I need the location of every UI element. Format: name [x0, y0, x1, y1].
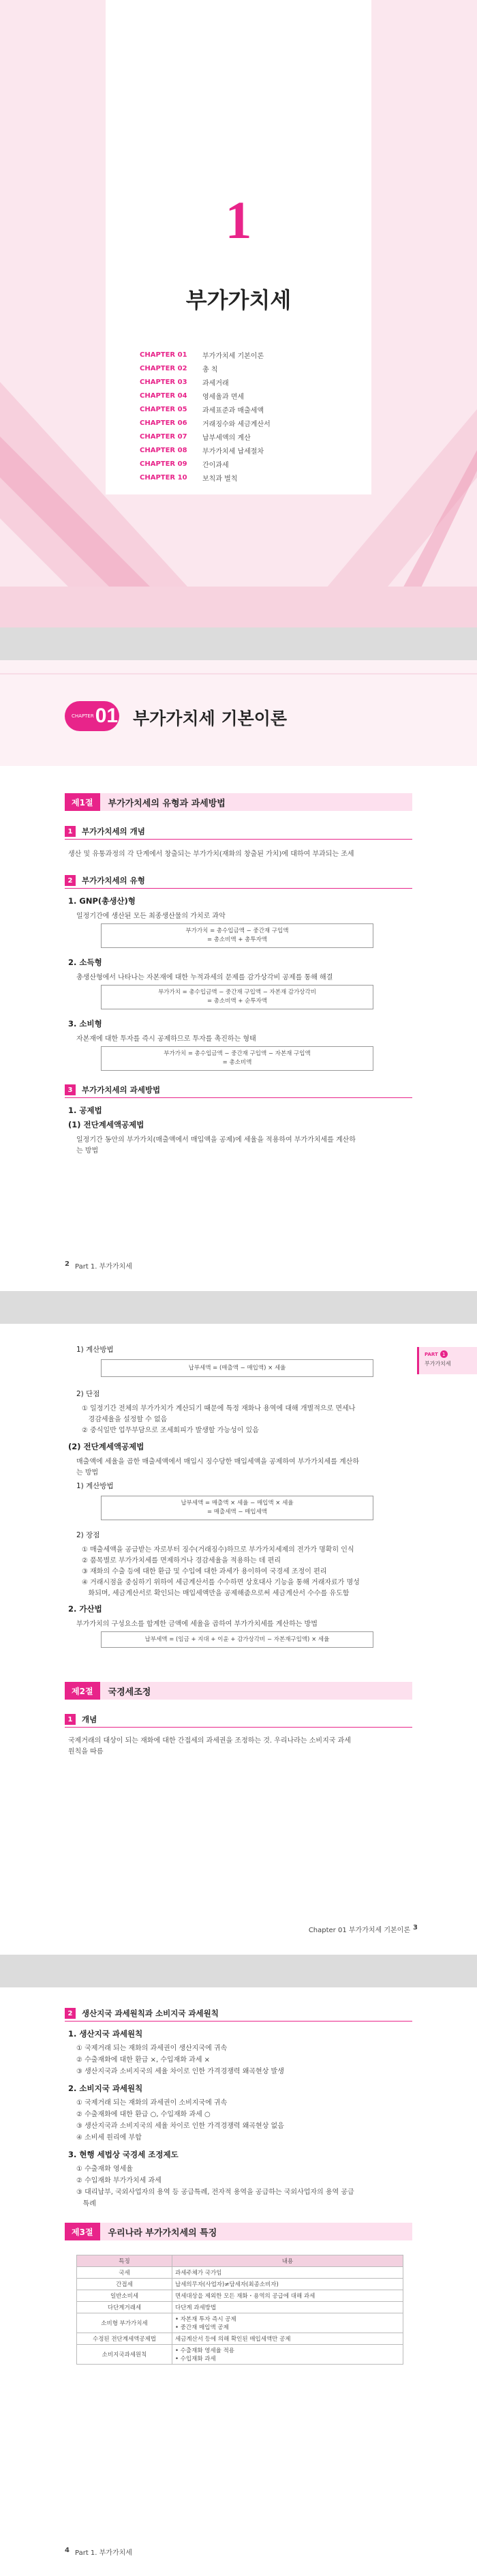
type-3-title: 3. 소비형 — [68, 1019, 102, 1028]
chapter-list-name: 보칙과 벌칙 — [202, 475, 238, 483]
table-row — [77, 2333, 403, 2345]
chapter-title: 부가가치세 기본이론 — [133, 709, 288, 728]
list-item: 화되며, 세금계산서로 확인되는 매입세액만을 공제해줌으로써 세금계산서 수수를 유도함 — [82, 1590, 350, 1597]
page-2-number: 2 — [65, 1260, 70, 1268]
section-2-num: 제2절 — [65, 1682, 100, 1700]
chapter-list-item — [140, 402, 344, 416]
list-item: ① 국제거래 되는 재화의 과세권이 소비지국에 귀속 — [76, 2099, 228, 2107]
list-item: ① 매출세액을 공급받는 자로부터 징수(거래징수)하므로 부가가치세제의 전가가 명확히 인식 — [82, 1546, 354, 1554]
type-2-box — [101, 985, 373, 1009]
page-3-number: 3 — [413, 1924, 418, 1931]
page-3 — [0, 1324, 477, 1955]
table-row — [77, 2313, 403, 2333]
principle-1-lines — [76, 2042, 284, 2077]
table-row — [77, 2290, 403, 2302]
chapter-list-item — [140, 416, 344, 430]
method-4-box-text: 납부세액 = (임금 + 지대 + 이윤 + 감가상각비 − 자본재구입액) × 세율 — [144, 1635, 330, 1643]
type-1-box — [101, 923, 373, 948]
chapter-list-label: CHAPTER 02 — [140, 364, 187, 372]
table-cell-feature: 간접세 — [77, 2279, 172, 2290]
side-tab-num: 1 — [440, 1350, 448, 1358]
heading-2-num: 2 — [65, 875, 76, 886]
table-cell-content: 과세주체가 국가임 — [172, 2267, 403, 2279]
chapter-list — [140, 348, 344, 484]
side-tab — [417, 1347, 477, 1374]
chapter-tag: CHAPTER — [72, 713, 94, 719]
list-item: ② 품목별로 부가가치세를 면제하거나 경감세율을 적용하는 데 편리 — [82, 1557, 281, 1565]
table-cell-content: • 수출재화 영세율 적용 • 수입재화 과세 — [172, 2345, 403, 2365]
section-1-num: 제1절 — [65, 793, 100, 811]
type-3-box — [101, 1046, 373, 1071]
page-4-footer: Part 1. 부가가치세 — [75, 2549, 132, 2557]
principle-3-title: 3. 현행 세법상 국경세 조정제도 — [68, 2150, 179, 2159]
section-1-header — [65, 793, 412, 811]
table-row — [77, 2302, 403, 2313]
calc-2-box-line-1: 납부세액 = 매출액 × 세율 − 매입액 × 세율 — [181, 1500, 294, 1507]
method-3-text-1: 매출액에 세율을 곱한 매출세액에서 매입시 징수당한 매입세액을 공제하여 부가가치세를 계산하 — [76, 1458, 360, 1466]
page-gap — [0, 627, 477, 660]
heading-5-num: 2 — [65, 2008, 76, 2019]
chapter-list-name: 부가가치세 기본이론 — [202, 352, 264, 360]
heading-2-title: 부가가치세의 유형 — [82, 876, 145, 885]
type-1-box-line-2: = 총소비액 + 총투자액 — [206, 936, 268, 943]
calc-1-box-text: 납부세액 = (매출액 − 매입액) × 세율 — [188, 1364, 286, 1372]
table-cell-feature: 국세 — [77, 2267, 172, 2279]
method-3-text-2: 는 방법 — [76, 1469, 99, 1477]
heading-1-rule — [65, 839, 412, 840]
chapter-list-name: 총 칙 — [202, 366, 218, 374]
heading-4-text-1: 국제거래의 대상이 되는 재화에 대한 간접세의 과세권을 조정하는 것. 우리나라는 소비지국 과세 — [68, 1737, 351, 1745]
chapter-list-label: CHAPTER 10 — [140, 473, 187, 482]
pros-lines — [82, 1543, 360, 1598]
section-1-title: 부가가치세의 유형과 과세방법 — [100, 793, 412, 811]
list-item: ② 수출재화에 대한 환급 ×, 수입재화 과세 × — [76, 2056, 211, 2064]
heading-4-num: 1 — [65, 1714, 76, 1725]
table-cell-content: 납세의무자(사업자)≠담세자(최종소비자) — [172, 2279, 403, 2290]
type-2-text: 총생산형에서 나타나는 자본재에 대한 누적과세의 문제를 감가상각비 공제를 통해 해결 — [76, 974, 333, 981]
chapter-num: 01 — [95, 705, 119, 727]
table-cell-content: 세금계산서 등에 의해 확인된 매입세액만 공제 — [172, 2333, 403, 2345]
list-item: ④ 거래시점을 중심하기 위하여 세금계산서를 수수하면 상호대사 기능을 통해 거래자료가 명성 — [82, 1579, 360, 1586]
heading-4-title: 개념 — [82, 1715, 97, 1724]
chapter-list-name: 부가가치세 납세절차 — [202, 447, 264, 456]
table-cell-feature: 다단계거래세 — [77, 2302, 172, 2313]
cover-page — [0, 0, 477, 627]
section-2-header — [65, 1682, 412, 1700]
page-2 — [0, 660, 477, 1291]
cover-number: 1 — [225, 190, 252, 250]
chapter-list-item — [140, 375, 344, 389]
side-tab-text: 부가가치세 — [425, 1361, 451, 1367]
list-item: 특례 — [76, 2200, 96, 2208]
chapter-list-label: CHAPTER 06 — [140, 419, 187, 427]
cover-title: 부가가치세 — [185, 287, 292, 313]
page-gap — [0, 1955, 477, 1987]
table-cell-feature: 수정된 전단계세액공제법 — [77, 2333, 172, 2345]
chapter-badge — [65, 701, 119, 731]
type-1-title: 1. GNP(총생산)형 — [68, 896, 136, 906]
type-2-box-line-2: = 총소비액 + 순투자액 — [206, 998, 268, 1005]
chapter-list-name: 거래징수와 세금계산서 — [202, 420, 271, 428]
method-4-title: 2. 가산법 — [68, 1604, 102, 1614]
page-4-number: 4 — [65, 2547, 70, 2554]
list-item: ② 수출재화에 대한 환급 ○, 수입재화 과세 ○ — [76, 2111, 211, 2118]
heading-1-text: 생산 및 유통과정의 각 단계에서 창출되는 부가가치(재화의 창출된 가치)에 대하여 부과되는 조세 — [68, 850, 354, 858]
calc-1-box — [101, 1359, 373, 1377]
list-item: ② 중식일반 업무부담으로 조세회피가 발생할 가능성이 있음 — [82, 1427, 259, 1434]
method-2-text-2: 는 방법 — [76, 1147, 99, 1155]
type-1-box-line-1: 부가가치 = 총수입금액 − 중간재 구입액 — [185, 928, 289, 934]
calc-2-box-line-2: = 매출세액 − 매입세액 — [206, 1509, 268, 1515]
chapter-list-label: CHAPTER 04 — [140, 391, 187, 400]
method-3-title: (2) 전단계세액공제법 — [68, 1442, 144, 1451]
list-item: ③ 생산지국과 소비지국의 세율 차이로 인한 가격경쟁력 왜곡현상 발생 — [76, 2068, 284, 2075]
calc-1-title: 1) 계산방법 — [76, 1346, 114, 1354]
page-gap — [0, 1291, 477, 1324]
features-table — [76, 2255, 403, 2365]
cons-title: 2) 단점 — [76, 1390, 100, 1398]
heading-1-title: 부가가치세의 개념 — [82, 827, 145, 836]
list-item: ③ 재화의 수출 등에 대한 환급 및 수입에 대한 과세가 용이하여 국경세 조정이 편리 — [82, 1568, 327, 1575]
chapter-list-name: 간이과세 — [202, 461, 229, 469]
table-row — [77, 2267, 403, 2279]
heading-3-num: 3 — [65, 1084, 76, 1095]
chapter-list-label: CHAPTER 05 — [140, 405, 187, 413]
chapter-list-name: 납부세액의 계산 — [202, 434, 251, 442]
heading-4-rule — [65, 1727, 412, 1728]
heading-1-num: 1 — [65, 826, 76, 837]
heading-5-title: 생산지국 과세원칙과 소비지국 과세원칙 — [82, 2009, 219, 2018]
list-item: ③ 대리납부, 국외사업자의 용역 등 공급특례, 전자적 용역을 공급하는 국외사업자의 용역 공급 — [76, 2189, 354, 2196]
table-cell-feature: 소비지국과세원칙 — [77, 2345, 172, 2365]
type-1-text: 일정기간에 생산된 모든 최종생산물의 가치로 과악 — [76, 913, 226, 920]
chapter-list-name: 과세거래 — [202, 379, 229, 387]
chapter-list-item — [140, 348, 344, 361]
chapter-list-name: 과세표준과 매출세액 — [202, 406, 264, 415]
table-header-content: 내용 — [172, 2255, 403, 2267]
chapter-list-name: 영세율과 면세 — [202, 393, 245, 401]
list-item: ④ 소비세 원리에 부합 — [76, 2134, 142, 2142]
table-cell-content: 다단계 과세방법 — [172, 2302, 403, 2313]
chapter-list-item — [140, 361, 344, 375]
heading-2-rule — [65, 888, 412, 889]
method-1-title: 1. 공제법 — [68, 1106, 102, 1115]
section-3-num: 제3절 — [65, 2223, 100, 2240]
principle-2-title: 2. 소비지국 과세원칙 — [68, 2084, 143, 2093]
table-row — [77, 2345, 403, 2365]
calc-2-title: 1) 계산방법 — [76, 1482, 114, 1490]
principle-3-lines — [76, 2163, 354, 2209]
method-2-title: (1) 전단계세액공제법 — [68, 1120, 144, 1129]
list-item: ③ 생산지국과 소비지국의 세율 차이로 인한 가격경쟁력 왜곡현상 없음 — [76, 2122, 284, 2130]
table-cell-feature: 소비형 부가가치세 — [77, 2313, 172, 2333]
list-item: ① 일정기간 전체의 부가가치가 계산되기 때문에 특정 재화나 용역에 대해 개별적으로 면세나 — [82, 1405, 356, 1412]
list-item: ① 수출재화 영세율 — [76, 2165, 133, 2173]
chapter-list-label: CHAPTER 03 — [140, 378, 187, 386]
type-2-box-line-1: 부가가치 = 총수입금액 − 중간재 구입액 − 자본재 감가상각비 — [158, 989, 316, 996]
page-2-footer: Part 1. 부가가치세 — [75, 1263, 132, 1271]
type-3-text: 자본재에 대한 투자를 즉시 공제하므로 투자를 촉진하는 형태 — [76, 1035, 256, 1043]
pros-title: 2) 장점 — [76, 1531, 100, 1539]
side-tab-part: PART — [425, 1351, 438, 1357]
chapter-list-item — [140, 389, 344, 402]
section-2-title: 국경세조정 — [100, 1682, 412, 1700]
heading-4-text-2: 원칙을 따름 — [68, 1748, 104, 1756]
chapter-list-item — [140, 443, 344, 457]
method-4-text: 부가가치의 구성요소를 합계한 금액에 세율을 곱하여 부가가치세를 계산하는 방법 — [76, 1620, 318, 1628]
chapter-list-label: CHAPTER 08 — [140, 446, 187, 454]
table-cell-content: • 자본재 투자 즉시 공제 • 중간재 매입액 공제 — [172, 2313, 403, 2333]
table-row — [77, 2279, 403, 2290]
cons-lines — [82, 1402, 355, 1435]
section-3-header — [65, 2223, 412, 2240]
chapter-list-label: CHAPTER 09 — [140, 460, 187, 468]
section-3-title: 우리나라 부가가치세의 특징 — [100, 2223, 412, 2240]
chapter-list-label: CHAPTER 07 — [140, 432, 187, 441]
principle-1-title: 1. 생산지국 과세원칙 — [68, 2029, 143, 2039]
chapter-list-item — [140, 471, 344, 484]
heading-3-title: 부가가치세의 과세방법 — [82, 1085, 161, 1095]
heading-3-rule — [65, 1097, 412, 1098]
list-item: ② 수입재화 부가가치세 과세 — [76, 2177, 161, 2185]
page-3-footer: Chapter 01 부가가치세 기본이론 — [308, 1927, 410, 1934]
principle-2-lines — [76, 2097, 284, 2143]
chapter-list-item — [140, 457, 344, 471]
list-item: ① 국제거래 되는 재화의 과세권이 생산지국에 귀속 — [76, 2045, 228, 2052]
calc-2-box — [101, 1496, 373, 1520]
method-4-box — [101, 1631, 373, 1648]
type-3-box-line-2: = 총소비액 — [222, 1059, 252, 1066]
table-cell-feature: 일반소비세 — [77, 2290, 172, 2302]
table-header-feature: 특징 — [77, 2255, 172, 2267]
type-3-box-line-1: 부가가치 = 총수입금액 − 중간재 구입액 − 자본재 구입액 — [164, 1050, 311, 1057]
page-4 — [0, 1987, 477, 2576]
type-2-title: 2. 소득형 — [68, 958, 102, 967]
chapter-list-label: CHAPTER 01 — [140, 351, 187, 359]
chapter-list-item — [140, 430, 344, 443]
table-cell-content: 면세대상을 제외한 모든 재화・용역의 공급에 대해 과세 — [172, 2290, 403, 2302]
method-2-text-1: 일정기간 동안의 부가가치(매출액에서 매입액을 공제)에 세율을 적용하여 부가가치세를 계산하 — [76, 1136, 356, 1144]
list-item: 경감세율을 설정할 수 없음 — [82, 1416, 168, 1423]
heading-5-rule — [65, 2021, 412, 2022]
